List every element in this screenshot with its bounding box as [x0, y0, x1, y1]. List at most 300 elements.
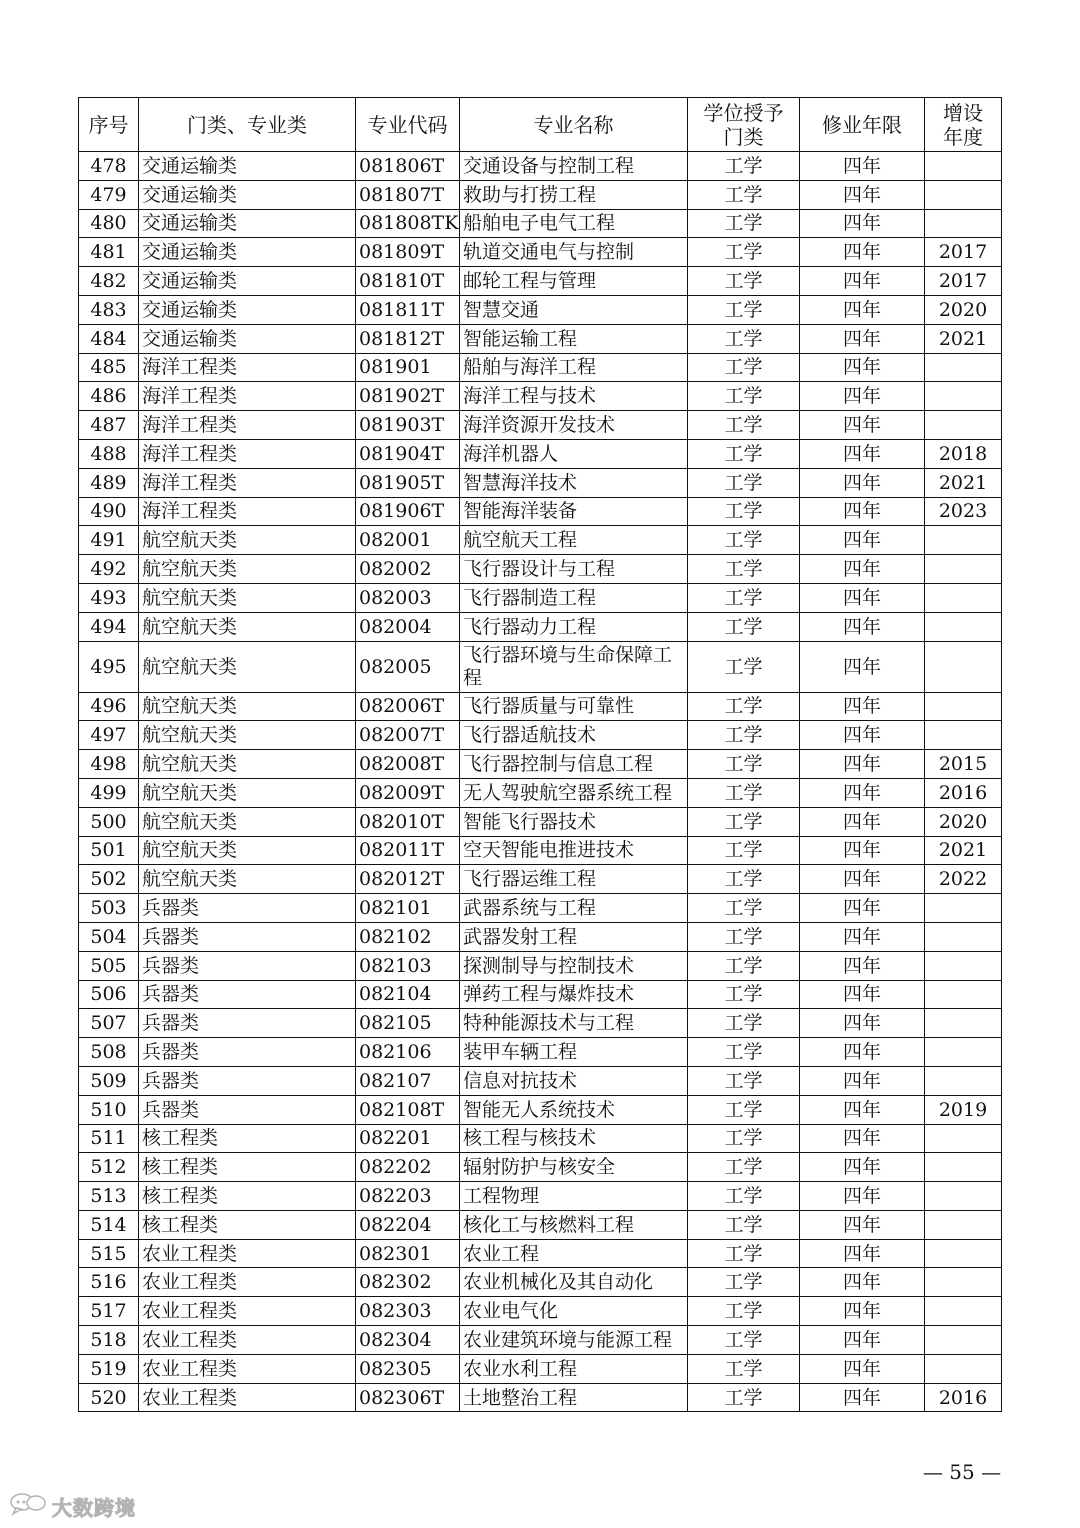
cell-category: 航空航天类	[139, 807, 356, 836]
cell-name: 信息对抗技术	[460, 1066, 688, 1095]
cell-category: 海洋工程类	[139, 439, 356, 468]
cell-name: 核化工与核燃料工程	[460, 1210, 688, 1239]
cell-code: 082202	[356, 1153, 460, 1182]
cell-degree: 工学	[688, 353, 800, 382]
cell-degree: 工学	[688, 382, 800, 411]
cell-seq: 484	[79, 324, 139, 353]
cell-degree: 工学	[688, 526, 800, 555]
cell-years: 四年	[800, 612, 925, 641]
cell-years: 四年	[800, 152, 925, 181]
cell-seq: 479	[79, 180, 139, 209]
header-name: 专业名称	[460, 98, 688, 152]
cell-name: 飞行器适航技术	[460, 721, 688, 750]
cell-name: 海洋资源开发技术	[460, 411, 688, 440]
cell-added	[925, 382, 1002, 411]
cell-years: 四年	[800, 922, 925, 951]
cell-code: 082008T	[356, 750, 460, 779]
header-code: 专业代码	[356, 98, 460, 152]
cell-category: 核工程类	[139, 1124, 356, 1153]
cell-added	[925, 411, 1002, 440]
cell-degree: 工学	[688, 922, 800, 951]
cell-code: 082010T	[356, 807, 460, 836]
cell-seq: 517	[79, 1297, 139, 1326]
table-row	[79, 1153, 1002, 1182]
cell-years: 四年	[800, 497, 925, 526]
cell-degree: 工学	[688, 1182, 800, 1211]
cell-code: 082301	[356, 1239, 460, 1268]
cell-years: 四年	[800, 583, 925, 612]
cell-degree: 工学	[688, 692, 800, 721]
cell-years: 四年	[800, 1383, 925, 1412]
table-body	[79, 152, 1002, 1412]
cell-code: 082005	[356, 641, 460, 692]
cell-added	[925, 1268, 1002, 1297]
table-row	[79, 807, 1002, 836]
cell-code: 081904T	[356, 439, 460, 468]
cell-degree: 工学	[688, 468, 800, 497]
cell-added	[925, 526, 1002, 555]
cell-years: 四年	[800, 692, 925, 721]
cell-name: 特种能源技术与工程	[460, 1009, 688, 1038]
cell-code: 081812T	[356, 324, 460, 353]
cell-category: 核工程类	[139, 1210, 356, 1239]
watermark-text: 大数跨境	[52, 1495, 136, 1520]
cell-added: 2020	[925, 807, 1002, 836]
cell-added	[925, 1210, 1002, 1239]
cell-years: 四年	[800, 1210, 925, 1239]
cell-code: 081902T	[356, 382, 460, 411]
cell-category: 农业工程类	[139, 1268, 356, 1297]
table-row	[79, 152, 1002, 181]
cell-degree: 工学	[688, 836, 800, 865]
cell-name: 航空航天工程	[460, 526, 688, 555]
cell-name: 飞行器动力工程	[460, 612, 688, 641]
cell-years: 四年	[800, 980, 925, 1009]
cell-code: 082107	[356, 1066, 460, 1095]
cell-name: 飞行器质量与可靠性	[460, 692, 688, 721]
cell-code: 082101	[356, 894, 460, 923]
cell-name: 交通设备与控制工程	[460, 152, 688, 181]
cell-degree: 工学	[688, 865, 800, 894]
cell-added: 2021	[925, 468, 1002, 497]
cell-years: 四年	[800, 411, 925, 440]
cell-added	[925, 1326, 1002, 1355]
cell-years: 四年	[800, 778, 925, 807]
cell-name: 海洋工程与技术	[460, 382, 688, 411]
cell-added	[925, 1297, 1002, 1326]
cell-seq: 520	[79, 1383, 139, 1412]
cell-degree: 工学	[688, 1354, 800, 1383]
cell-degree: 工学	[688, 1210, 800, 1239]
table-row	[79, 1009, 1002, 1038]
cell-seq: 491	[79, 526, 139, 555]
cell-category: 航空航天类	[139, 836, 356, 865]
cell-seq: 505	[79, 951, 139, 980]
cell-degree: 工学	[688, 1153, 800, 1182]
cell-seq: 509	[79, 1066, 139, 1095]
cell-category: 核工程类	[139, 1153, 356, 1182]
cell-seq: 511	[79, 1124, 139, 1153]
cell-degree: 工学	[688, 1268, 800, 1297]
cell-category: 航空航天类	[139, 721, 356, 750]
cell-added	[925, 583, 1002, 612]
cell-category: 兵器类	[139, 1009, 356, 1038]
cell-degree: 工学	[688, 583, 800, 612]
cell-code: 082108T	[356, 1095, 460, 1124]
cell-category: 兵器类	[139, 980, 356, 1009]
cell-seq: 507	[79, 1009, 139, 1038]
cell-degree: 工学	[688, 778, 800, 807]
cell-added	[925, 555, 1002, 584]
header-years: 修业年限	[800, 98, 925, 152]
table-row	[79, 468, 1002, 497]
cell-category: 海洋工程类	[139, 382, 356, 411]
cell-added: 2019	[925, 1095, 1002, 1124]
cell-degree: 工学	[688, 980, 800, 1009]
cell-code: 081810T	[356, 267, 460, 296]
cell-added: 2022	[925, 865, 1002, 894]
cell-added	[925, 180, 1002, 209]
cell-code: 082001	[356, 526, 460, 555]
cell-code: 081905T	[356, 468, 460, 497]
cell-seq: 504	[79, 922, 139, 951]
cell-years: 四年	[800, 382, 925, 411]
cell-code: 082204	[356, 1210, 460, 1239]
cell-name: 飞行器制造工程	[460, 583, 688, 612]
cell-category: 交通运输类	[139, 180, 356, 209]
cell-category: 兵器类	[139, 894, 356, 923]
cell-name: 邮轮工程与管理	[460, 267, 688, 296]
cell-added: 2020	[925, 295, 1002, 324]
cell-years: 四年	[800, 180, 925, 209]
table-row	[79, 1383, 1002, 1412]
cell-added	[925, 1239, 1002, 1268]
cell-name: 农业水利工程	[460, 1354, 688, 1383]
cell-years: 四年	[800, 1009, 925, 1038]
cell-name: 智慧交通	[460, 295, 688, 324]
cell-added	[925, 353, 1002, 382]
table-row	[79, 951, 1002, 980]
cell-code: 082011T	[356, 836, 460, 865]
table-row	[79, 612, 1002, 641]
cell-degree: 工学	[688, 1124, 800, 1153]
header-added: 增设年度	[925, 98, 1002, 152]
cell-category: 交通运输类	[139, 209, 356, 238]
cell-degree: 工学	[688, 721, 800, 750]
table-header-row	[79, 98, 1002, 152]
chat-bubble-logo-icon	[8, 1491, 48, 1521]
cell-name: 探测制导与控制技术	[460, 951, 688, 980]
cell-code: 082103	[356, 951, 460, 980]
cell-added: 2021	[925, 836, 1002, 865]
cell-name: 智能运输工程	[460, 324, 688, 353]
table-row	[79, 865, 1002, 894]
cell-added: 2018	[925, 439, 1002, 468]
cell-code: 082003	[356, 583, 460, 612]
cell-code: 081903T	[356, 411, 460, 440]
cell-name: 农业机械化及其自动化	[460, 1268, 688, 1297]
cell-name: 轨道交通电气与控制	[460, 238, 688, 267]
cell-code: 081809T	[356, 238, 460, 267]
cell-years: 四年	[800, 1066, 925, 1095]
cell-years: 四年	[800, 1124, 925, 1153]
cell-code: 082306T	[356, 1383, 460, 1412]
cell-added	[925, 1009, 1002, 1038]
cell-name: 核工程与核技术	[460, 1124, 688, 1153]
table-row	[79, 750, 1002, 779]
cell-category: 兵器类	[139, 1038, 356, 1067]
cell-added	[925, 209, 1002, 238]
table-row	[79, 324, 1002, 353]
cell-degree: 工学	[688, 1095, 800, 1124]
cell-added	[925, 951, 1002, 980]
table-row	[79, 295, 1002, 324]
cell-added	[925, 1153, 1002, 1182]
table-row	[79, 1095, 1002, 1124]
cell-seq: 501	[79, 836, 139, 865]
table-row	[79, 721, 1002, 750]
cell-years: 四年	[800, 439, 925, 468]
cell-degree: 工学	[688, 807, 800, 836]
cell-category: 航空航天类	[139, 778, 356, 807]
cell-seq: 508	[79, 1038, 139, 1067]
table-row	[79, 641, 1002, 692]
table-row	[79, 1066, 1002, 1095]
cell-added	[925, 1182, 1002, 1211]
cell-code: 082304	[356, 1326, 460, 1355]
cell-degree: 工学	[688, 411, 800, 440]
cell-name: 智能海洋装备	[460, 497, 688, 526]
cell-years: 四年	[800, 324, 925, 353]
cell-years: 四年	[800, 468, 925, 497]
cell-added: 2017	[925, 238, 1002, 267]
cell-years: 四年	[800, 1297, 925, 1326]
cell-years: 四年	[800, 238, 925, 267]
cell-degree: 工学	[688, 555, 800, 584]
cell-added	[925, 1124, 1002, 1153]
cell-added	[925, 980, 1002, 1009]
table-row	[79, 1268, 1002, 1297]
cell-degree: 工学	[688, 152, 800, 181]
cell-code: 082201	[356, 1124, 460, 1153]
cell-name: 弹药工程与爆炸技术	[460, 980, 688, 1009]
cell-added: 2017	[925, 267, 1002, 296]
cell-name: 工程物理	[460, 1182, 688, 1211]
cell-years: 四年	[800, 750, 925, 779]
cell-code: 081901	[356, 353, 460, 382]
cell-category: 航空航天类	[139, 526, 356, 555]
cell-years: 四年	[800, 1268, 925, 1297]
cell-name: 农业工程	[460, 1239, 688, 1268]
header-category: 门类、专业类	[139, 98, 356, 152]
table-row	[79, 980, 1002, 1009]
table-row	[79, 1210, 1002, 1239]
cell-category: 航空航天类	[139, 641, 356, 692]
cell-name: 飞行器环境与生命保障工程	[460, 641, 688, 692]
table-row	[79, 1038, 1002, 1067]
header-degree: 学位授予门类	[688, 98, 800, 152]
cell-added	[925, 721, 1002, 750]
cell-added: 2023	[925, 497, 1002, 526]
cell-category: 农业工程类	[139, 1297, 356, 1326]
cell-seq: 506	[79, 980, 139, 1009]
cell-category: 农业工程类	[139, 1326, 356, 1355]
table-row	[79, 497, 1002, 526]
table-row	[79, 411, 1002, 440]
watermark	[8, 1492, 136, 1520]
cell-seq: 488	[79, 439, 139, 468]
cell-name: 智能无人系统技术	[460, 1095, 688, 1124]
table-row	[79, 439, 1002, 468]
cell-category: 航空航天类	[139, 865, 356, 894]
cell-years: 四年	[800, 1354, 925, 1383]
cell-code: 082009T	[356, 778, 460, 807]
cell-seq: 518	[79, 1326, 139, 1355]
table-row	[79, 836, 1002, 865]
cell-degree: 工学	[688, 750, 800, 779]
cell-category: 农业工程类	[139, 1383, 356, 1412]
cell-category: 海洋工程类	[139, 497, 356, 526]
table-row	[79, 555, 1002, 584]
cell-name: 智慧海洋技术	[460, 468, 688, 497]
table-row	[79, 180, 1002, 209]
cell-code: 081806T	[356, 152, 460, 181]
cell-degree: 工学	[688, 1038, 800, 1067]
cell-added	[925, 1354, 1002, 1383]
cell-degree: 工学	[688, 439, 800, 468]
cell-added: 2021	[925, 324, 1002, 353]
cell-seq: 495	[79, 641, 139, 692]
cell-name: 武器系统与工程	[460, 894, 688, 923]
cell-code: 082104	[356, 980, 460, 1009]
cell-name: 智能飞行器技术	[460, 807, 688, 836]
cell-seq: 483	[79, 295, 139, 324]
cell-degree: 工学	[688, 209, 800, 238]
cell-years: 四年	[800, 865, 925, 894]
table-row	[79, 209, 1002, 238]
cell-seq: 514	[79, 1210, 139, 1239]
cell-seq: 492	[79, 555, 139, 584]
cell-code: 082303	[356, 1297, 460, 1326]
cell-category: 航空航天类	[139, 583, 356, 612]
cell-years: 四年	[800, 1182, 925, 1211]
cell-seq: 489	[79, 468, 139, 497]
cell-category: 海洋工程类	[139, 468, 356, 497]
cell-degree: 工学	[688, 612, 800, 641]
cell-code: 082305	[356, 1354, 460, 1383]
cell-degree: 工学	[688, 1066, 800, 1095]
cell-category: 兵器类	[139, 951, 356, 980]
cell-added	[925, 612, 1002, 641]
cell-seq: 478	[79, 152, 139, 181]
cell-code: 081906T	[356, 497, 460, 526]
cell-category: 农业工程类	[139, 1354, 356, 1383]
cell-seq: 519	[79, 1354, 139, 1383]
cell-degree: 工学	[688, 180, 800, 209]
cell-seq: 513	[79, 1182, 139, 1211]
cell-added: 2016	[925, 778, 1002, 807]
cell-category: 海洋工程类	[139, 411, 356, 440]
table-row	[79, 778, 1002, 807]
cell-seq: 503	[79, 894, 139, 923]
table-row	[79, 526, 1002, 555]
cell-seq: 486	[79, 382, 139, 411]
cell-years: 四年	[800, 267, 925, 296]
cell-seq: 485	[79, 353, 139, 382]
cell-category: 航空航天类	[139, 612, 356, 641]
cell-seq: 494	[79, 612, 139, 641]
page-number: — 55 —	[922, 1460, 1002, 1484]
cell-seq: 498	[79, 750, 139, 779]
cell-category: 农业工程类	[139, 1239, 356, 1268]
cell-name: 土地整治工程	[460, 1383, 688, 1412]
cell-years: 四年	[800, 836, 925, 865]
cell-years: 四年	[800, 641, 925, 692]
table-row	[79, 922, 1002, 951]
cell-degree: 工学	[688, 1009, 800, 1038]
cell-added	[925, 922, 1002, 951]
cell-years: 四年	[800, 295, 925, 324]
cell-code: 082002	[356, 555, 460, 584]
cell-seq: 497	[79, 721, 139, 750]
cell-name: 飞行器控制与信息工程	[460, 750, 688, 779]
cell-name: 无人驾驶航空器系统工程	[460, 778, 688, 807]
cell-seq: 516	[79, 1268, 139, 1297]
cell-category: 海洋工程类	[139, 353, 356, 382]
cell-category: 交通运输类	[139, 238, 356, 267]
cell-code: 082102	[356, 922, 460, 951]
cell-seq: 499	[79, 778, 139, 807]
cell-name: 农业建筑环境与能源工程	[460, 1326, 688, 1355]
cell-added	[925, 641, 1002, 692]
cell-code: 081807T	[356, 180, 460, 209]
cell-years: 四年	[800, 951, 925, 980]
cell-name: 海洋机器人	[460, 439, 688, 468]
cell-degree: 工学	[688, 267, 800, 296]
table-row	[79, 1182, 1002, 1211]
cell-name: 飞行器运维工程	[460, 865, 688, 894]
cell-years: 四年	[800, 526, 925, 555]
cell-seq: 515	[79, 1239, 139, 1268]
cell-name: 农业电气化	[460, 1297, 688, 1326]
cell-name: 飞行器设计与工程	[460, 555, 688, 584]
cell-code: 082106	[356, 1038, 460, 1067]
cell-seq: 500	[79, 807, 139, 836]
cell-added	[925, 1066, 1002, 1095]
cell-name: 空天智能电推进技术	[460, 836, 688, 865]
cell-category: 交通运输类	[139, 295, 356, 324]
cell-seq: 510	[79, 1095, 139, 1124]
cell-name: 船舶电子电气工程	[460, 209, 688, 238]
cell-added	[925, 894, 1002, 923]
table-row	[79, 583, 1002, 612]
cell-code: 082105	[356, 1009, 460, 1038]
table-row	[79, 692, 1002, 721]
cell-code: 082203	[356, 1182, 460, 1211]
cell-code: 081808TK	[356, 209, 460, 238]
cell-seq: 490	[79, 497, 139, 526]
cell-added	[925, 692, 1002, 721]
cell-category: 兵器类	[139, 1066, 356, 1095]
cell-degree: 工学	[688, 497, 800, 526]
cell-degree: 工学	[688, 641, 800, 692]
cell-years: 四年	[800, 353, 925, 382]
cell-added: 2016	[925, 1383, 1002, 1412]
cell-years: 四年	[800, 1095, 925, 1124]
cell-seq: 493	[79, 583, 139, 612]
table-row	[79, 382, 1002, 411]
cell-code: 082007T	[356, 721, 460, 750]
